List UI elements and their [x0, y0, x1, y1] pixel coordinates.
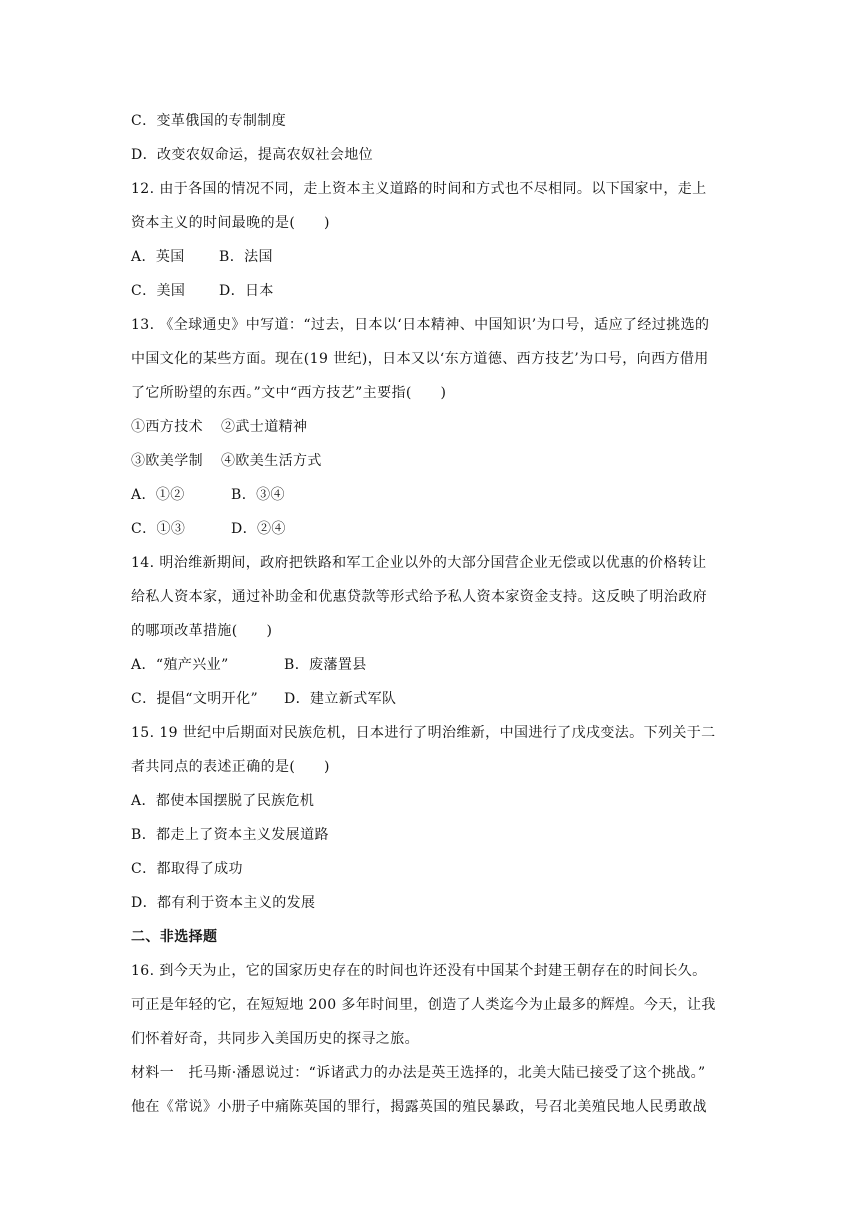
q14-stem-line-1: 14. 明治维新期间，政府把铁路和军工企业以外的大部分国营企业无偿或以优惠的价格转让 — [131, 555, 707, 571]
q13-item-3: ③欧美学制 — [131, 453, 203, 469]
q14-stem-line-2: 给私人资本家，通过补助金和优惠贷款等形式给予私人资本家资金支持。这反映了明治政府 — [131, 589, 707, 605]
q12-option-a: A．英国 — [131, 249, 185, 265]
q13-option-c: C．①③ — [131, 521, 186, 537]
q16-material-1-line-2: 他在《常说》小册子中痛陈英国的罪行，揭露英国的殖民暴政，号召北美殖民地人民勇敢战 — [131, 1099, 707, 1115]
q13-items-34 — [131, 451, 740, 471]
q13-stem-line-1: 13. 《全球通史》中写道：“过去，日本以‘日本精神、中国知识’为口号，适应了经过挑选的 — [131, 317, 710, 333]
q12-option-b: B．法国 — [219, 249, 273, 265]
q14-stem-line-3: 的哪项改革措施( ) — [131, 623, 273, 639]
q13-options-cd — [131, 519, 740, 539]
q15-option-d: D．都有利于资本主义的发展 — [131, 895, 316, 911]
q12-options-cd — [131, 281, 740, 301]
q13-option-b: B．③④ — [231, 487, 285, 503]
q15-stem-line-2: 者共同点的表述正确的是( ) — [131, 759, 330, 775]
q15-option-a: A．都使本国摆脱了民族危机 — [131, 793, 315, 809]
q14-option-d: D．建立新式军队 — [284, 691, 397, 707]
section-heading: 二、非选择题 — [131, 929, 218, 945]
q14-option-c: C．提倡“文明开化” — [131, 691, 259, 707]
q14-option-a: A．“殖产兴业” — [131, 657, 229, 673]
q12-stem-line-1: 12. 由于各国的情况不同，走上资本主义道路的时间和方式也不尽相同。以下国家中，走上 — [131, 181, 707, 197]
q15-option-b: B．都走上了资本主义发展道路 — [131, 827, 329, 843]
q12-stem-line-2: 资本主义的时间最晚的是( ) — [131, 215, 330, 231]
q16-stem-line-3: 们怀着好奇，共同步入美国历史的探寻之旅。 — [131, 1031, 419, 1047]
q14-options-cd — [131, 689, 740, 709]
q13-stem-line-3: 了它所盼望的东西。”文中“西方技艺”主要指( ) — [131, 385, 447, 401]
q11-option-d: D．改变农奴命运，提高农奴社会地位 — [131, 147, 374, 163]
q11-option-c: C．变革俄国的专制制度 — [131, 113, 287, 129]
q14-options-ab — [131, 655, 740, 675]
q13-items-12 — [131, 417, 740, 437]
q12-option-c: C．美国 — [131, 283, 186, 299]
q15-option-c: C．都取得了成功 — [131, 861, 243, 877]
q13-option-d: D．②④ — [231, 521, 286, 537]
q13-options-ab — [131, 485, 740, 505]
q12-options-ab — [131, 247, 740, 267]
q13-item-1: ①西方技术 — [131, 419, 203, 435]
q13-stem-line-2: 中国文化的某些方面。现在(19 世纪)，日本又以‘东方道德、西方技艺’为口号，向西方借用 — [131, 351, 709, 367]
q12-option-d: D．日本 — [219, 283, 274, 299]
q15-stem-line-1: 15. 19 世纪中后期面对民族危机，日本进行了明治维新，中国进行了戊戌变法。下列关于二 — [131, 725, 716, 741]
q16-stem-line-2: 可正是年轻的它，在短短地 200 多年时间里，创造了人类迄今为止最多的辉煌。今天，让我 — [131, 997, 716, 1013]
q13-item-2: ②武士道精神 — [221, 419, 308, 435]
q14-option-b: B．废藩置县 — [284, 657, 367, 673]
q16-stem-line-1: 16. 到今天为止，它的国家历史存在的时间也许还没有中国某个封建王朝存在的时间长久。 — [131, 963, 707, 979]
q16-material-1-line-1: 材料一 托马斯·潘恩说过：“诉诸武力的办法是英王选择的，北美大陆已接受了这个挑战。” — [131, 1065, 706, 1081]
q13-option-a: A．①② — [131, 487, 185, 503]
q13-item-4: ④欧美生活方式 — [221, 453, 322, 469]
